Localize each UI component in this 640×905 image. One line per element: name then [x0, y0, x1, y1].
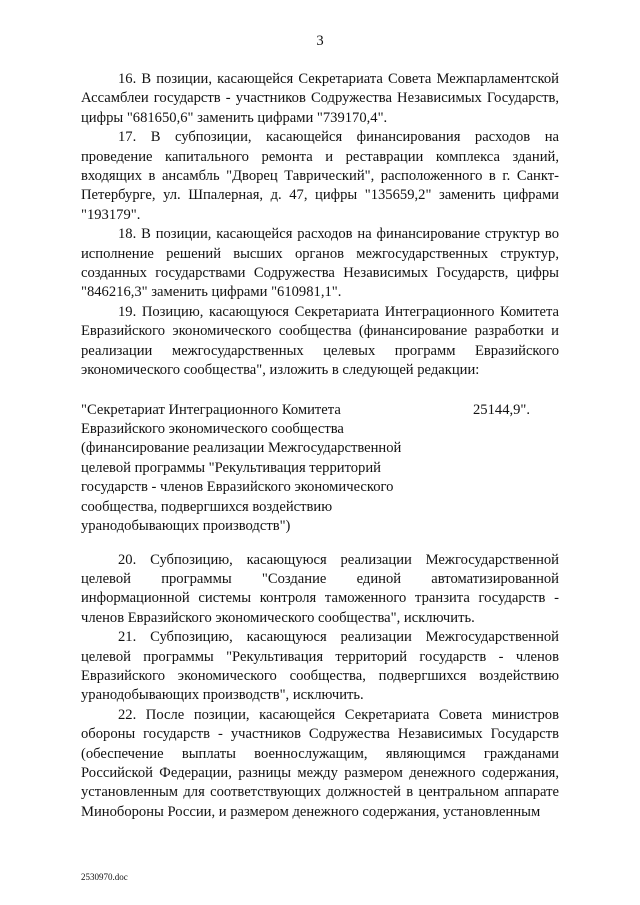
quote-line: уранодобывающих производств")	[81, 517, 291, 534]
file-name-footer: 2530970.doc	[81, 872, 128, 882]
page-number: 3	[316, 33, 324, 49]
paragraph-21: 21. Субпозицию, касающуюся реализации Межгосударственной целевой программы "Рекультивация территорий государств - членов Евразийского экономического сообщества, подвергшихся воздействию уранодобывающих производств", исключить.	[81, 629, 559, 704]
quoted-position-amount: 25144,9".	[473, 401, 531, 418]
paragraph-22: 22. После позиции, касающейся Секретариата Совета министров обороны государств - участников Содружества Независимых Государств (обеспечение выплаты военнослужащим, являющимся гражданами Российской Федерации, разницы между размером денежного содержания, установленным для соответствующих должностей в центральном аппарате Минобороны России, и размером денежного содержания, установленным	[81, 706, 559, 820]
document-body	[81, 70, 559, 822]
quote-line: государств - членов Евразийского экономического	[81, 479, 394, 496]
paragraph-16: 16. В позиции, касающейся Секретариата Совета Межпарламентской Ассамблеи государств - участников Содружества Независимых Государств, цифры "681650,6" заменить цифрами "739170,4".	[81, 71, 559, 126]
quoted-position	[81, 401, 559, 551]
quote-line: сообщества, подвергшихся воздействию	[81, 498, 333, 515]
paragraph-19: 19. Позицию, касающуюся Секретариата Интеграционного Комитета Евразийского экономического сообщества (финансирование разработки и реализации межгосударственных целевых программ Евразийского экономического сообщества", изложить в следующей редакции:	[81, 303, 559, 379]
paragraph-20: 20. Субпозицию, касающуюся реализации Межгосударственной целевой программы "Создание единой автоматизированной информационной системы контроля таможенного транзита государств - членов Евразийского экономического сообщества", исключить.	[81, 551, 559, 626]
paragraph-17: 17. В субпозиции, касающейся финансирования расходов на проведение капитального ремонта и реставрации комплекса зданий, входящих в ансамбль "Дворец Таврический", расположенного в г. Санкт-Петербурге, ул. Шпалерная, д. 47, цифры "135659,2" заменить цифрами "193179".	[81, 129, 559, 223]
quote-line: целевой программы "Рекультивация территорий	[81, 459, 381, 476]
quote-line: (финансирование реализации Межгосударственной	[81, 440, 402, 457]
quote-line: "Секретариат Интеграционного Комитета	[81, 401, 341, 418]
quote-line: Евразийского экономического сообщества	[81, 420, 344, 437]
paragraph-18: 18. В позиции, касающейся расходов на финансирование структур во исполнение решений высших органов межгосударственных структур, созданных государствами Содружества Независимых Государств, цифры "846216,3" заменить цифрами "610981,1".	[81, 226, 559, 301]
quoted-position-text	[81, 401, 421, 537]
